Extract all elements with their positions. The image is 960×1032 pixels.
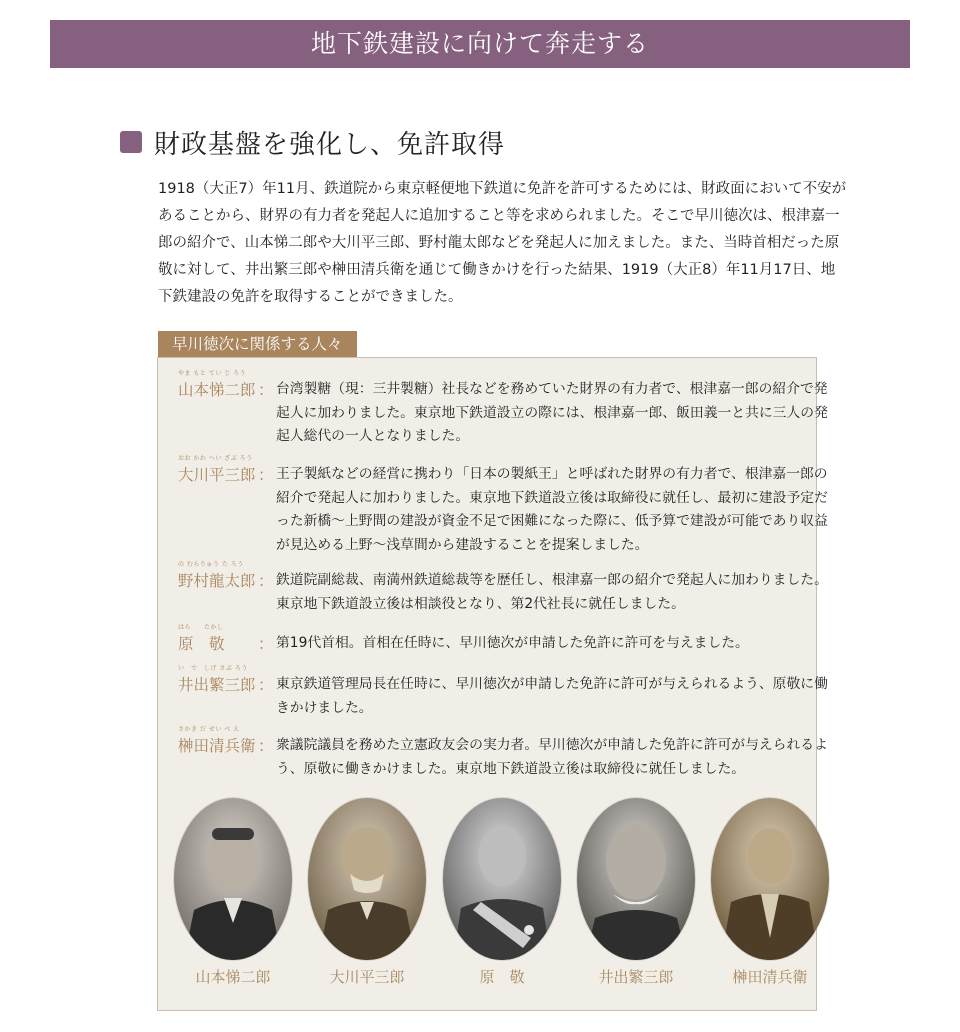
portrait-caption: 榊田清兵衛 <box>732 968 808 986</box>
colon: ： <box>258 572 274 590</box>
person-entry <box>178 726 828 777</box>
person-name-text: 井出繁三郎 <box>178 676 256 694</box>
colon: ： <box>258 381 274 399</box>
person-name <box>178 624 276 656</box>
people-box-label: 早川徳次に関係する人々 <box>158 331 357 357</box>
colon: ： <box>258 676 274 694</box>
portrait-image <box>711 798 829 960</box>
page-banner: 地下鉄建設に向けて奔走する <box>50 20 910 68</box>
section-heading <box>120 124 505 160</box>
portrait-caption: 山本悌二郎 <box>195 968 271 986</box>
person-name-text: 榊田清兵衛 <box>178 737 256 755</box>
person-description: 台湾製糖（現：三井製糖）社長などを務めていた財界の有力者で、根津嘉一郎の紹介で発起人に加わりました。東京地下鉄道設立の際には、根津嘉一郎、飯田義一と共に三人の発起人総代の一人となりました。 <box>276 381 828 444</box>
person-name-text: 原 敬 <box>178 635 225 653</box>
person-ruby: おお かわ へい ざぶ ろう <box>178 455 253 462</box>
person-name <box>178 455 276 487</box>
colon: ： <box>258 737 274 755</box>
person-name <box>178 370 276 402</box>
person-entry <box>178 624 828 656</box>
portrait-image <box>443 798 561 960</box>
person-ruby: い で しげ さぶ ろう <box>178 665 248 672</box>
person-entry <box>178 455 828 553</box>
intro-paragraph: 1918（大正7）年11月、鉄道院から東京軽便地下鉄道に免許を許可するためには、財政面において不安があることから、財界の有力者を発起人に追加すること等を求められました。そこで早川徳次は、根津嘉一郎の紹介で、山本悌二郎や大川平三郎、野村龍太郎などを発起人に加えました。また、当時首相だった原敬に対して、井出繁三郎や榊田清兵衛を通じて働きかけを行った結果、1919（大正8）年11月17日、地下鉄建設の免許を取得することができました。 <box>158 181 847 305</box>
person-ruby: やま もと てい じ ろう <box>178 370 247 377</box>
person-ruby: さかき だ せい べ え <box>178 726 240 733</box>
person-ruby: の むらりゅう た ろう <box>178 561 244 568</box>
person-name <box>178 665 276 697</box>
portrait-image <box>174 798 292 960</box>
person-name <box>178 561 276 593</box>
person-description: 王子製紙などの経営に携わり「日本の製紙王」と呼ばれた財界の有力者で、根津嘉一郎の紹介で発起人に加わりました。東京地下鉄道設立後は取締役に就任し、最初に建設予定だった新橋〜上野間の建設が資金不足で困難になった際に、低予算で建設が可能であり収益が見込める上野〜浅草間から建設することを提案しました。 <box>276 466 828 553</box>
colon: ： <box>258 635 274 653</box>
person-name <box>178 726 276 758</box>
person-name-text: 野村龍太郎 <box>178 572 256 590</box>
person-name-text: 大川平三郎 <box>178 466 256 484</box>
portrait-image <box>577 798 695 960</box>
portrait-caption: 原 敬 <box>479 968 525 986</box>
person-description: 第19代首相。首相在任時に、早川徳次が申請した免許に許可を与えました。 <box>276 635 749 651</box>
heading-marker-icon <box>120 131 142 153</box>
portrait-image <box>308 798 426 960</box>
person-entry <box>178 561 828 612</box>
portrait-caption: 大川平三郎 <box>329 968 405 986</box>
colon: ： <box>258 466 274 484</box>
person-ruby: はら たかし <box>178 624 224 631</box>
person-description: 衆議院議員を務めた立憲政友会の実力者。早川徳次が申請した免許に許可が与えられるよう、原敬に働きかけました。東京地下鉄道設立後は取締役に就任しました。 <box>276 737 828 777</box>
person-entry <box>178 370 828 444</box>
person-name-text: 山本悌二郎 <box>178 381 256 399</box>
portrait-caption: 井出繁三郎 <box>598 968 674 986</box>
person-description: 鉄道院副総裁、南満州鉄道総裁等を歴任し、根津嘉一郎の紹介で発起人に加わりました。東京地下鉄道設立後は相談役となり、第2代社長に就任しました。 <box>276 572 828 612</box>
person-description: 東京鉄道管理局長在任時に、早川徳次が申請した免許に許可が与えられるよう、原敬に働きかけました。 <box>276 676 828 716</box>
person-entry <box>178 665 828 716</box>
section-heading-text: 財政基盤を強化し、免許取得 <box>154 129 506 160</box>
